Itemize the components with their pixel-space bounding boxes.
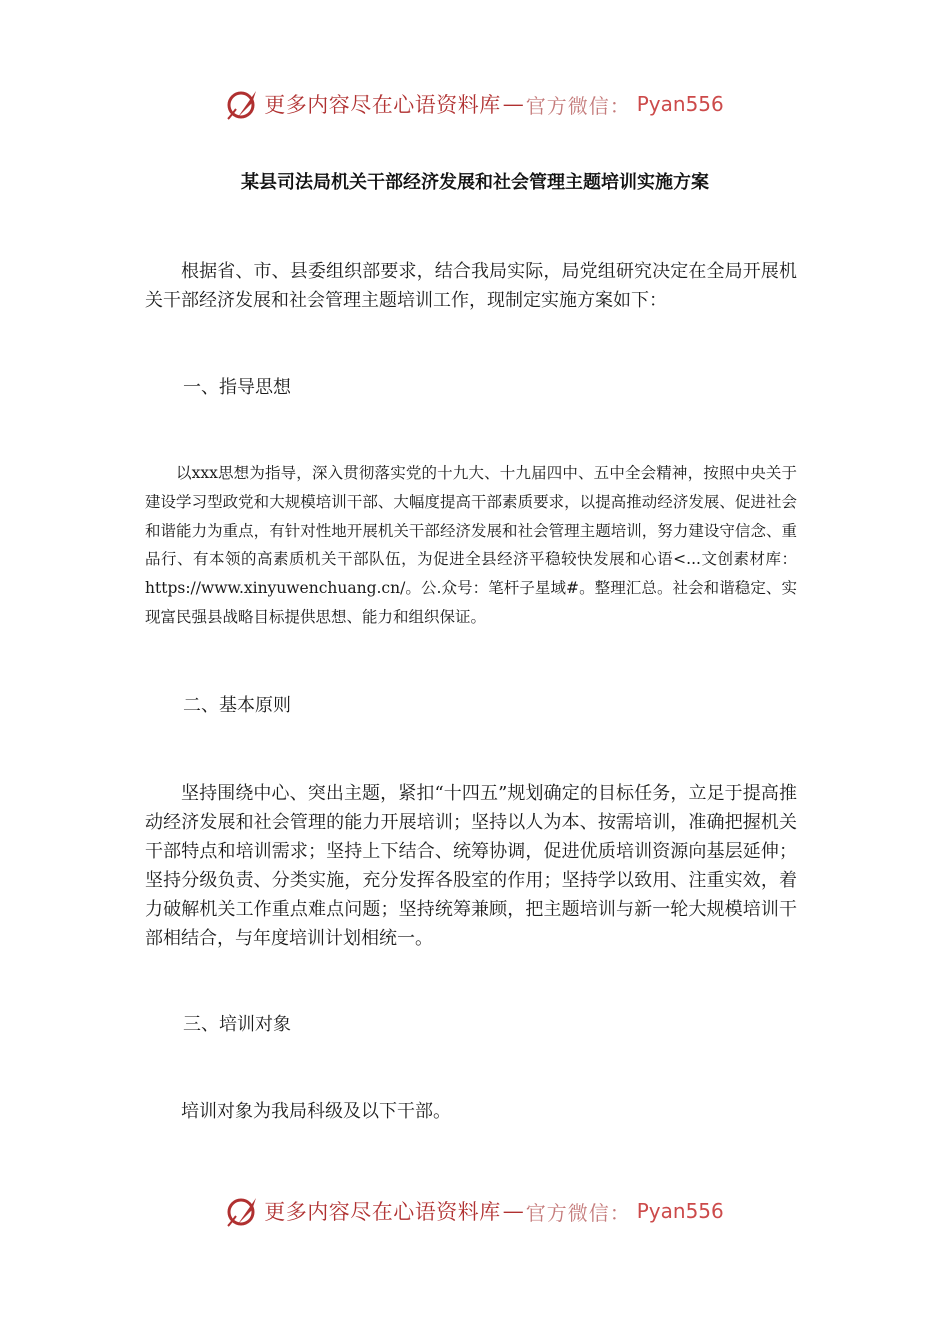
banner-dash: — xyxy=(502,1199,524,1223)
quill-logo-icon xyxy=(226,87,260,121)
section-body: 培训对象为我局科级及以下干部。 xyxy=(181,1101,451,1122)
banner-text: 更多内容尽在心语资料库 xyxy=(264,93,501,117)
banner-wechat-id: Pyan556 xyxy=(636,1199,724,1223)
footer-banner xyxy=(0,1189,950,1233)
section-heading: 三、培训对象 xyxy=(183,1014,291,1035)
header-banner xyxy=(0,82,950,126)
banner-wechat-label: 官方微信： xyxy=(525,93,631,118)
intro-paragraph: 根据省、市、县委组织部要求，结合我局实际，局党组研究决定在全局开展机关干部经济发展和社会管理主题培训工作，现制定实施方案如下： xyxy=(145,261,797,311)
section-body: 以xxx思想为指导，深入贯彻落实党的十九大、十九届四中、五中全会精神，按照中央关于建设学习型政党和大规模培训干部、大幅度提高干部素质要求，以提高推动经济发展、促进社会和谐能力为重点，有针对性地开展机关干部经济发展和社会管理主题培训，努力建设守信念、重品行、有本领的高素质机关干部队伍，为促进全县经济平稳较快发展和心语<...文创素材库：https://www.xinyuwenchuang.cn/。公.众号：笔杆子星域#。整理汇总。社会和谐稳定、实现富民强县战略目标提供思想、能力和组织保证。 xyxy=(145,464,797,626)
document-title: 某县司法局机关干部经济发展和社会管理主题培训实施方案 xyxy=(241,172,709,193)
quill-logo-icon xyxy=(226,1194,260,1228)
section-heading: 一、指导思想 xyxy=(183,377,291,398)
banner-wechat-id: Pyan556 xyxy=(636,92,724,116)
banner-text: 更多内容尽在心语资料库 xyxy=(264,1200,501,1224)
banner-wechat-label: 官方微信： xyxy=(525,1200,631,1225)
banner-dash: — xyxy=(502,92,524,116)
section-body: 坚持围绕中心、突出主题，紧扣“十四五”规划确定的目标任务，立足于提高推动经济发展和社会管理的能力开展培训；坚持以人为本、按需培训，准确把握机关干部特点和培训需求；坚持上下结合、统筹协调，促进优质培训资源向基层延伸；坚持分级负责、分类实施，充分发挥各股室的作用；坚持学以致用、注重实效，着力破解机关工作重点难点问题；坚持统筹兼顾，把主题培训与新一轮大规模培训干部相结合，与年度培训计划相统一。 xyxy=(145,783,797,949)
section-heading: 二、基本原则 xyxy=(183,695,291,716)
